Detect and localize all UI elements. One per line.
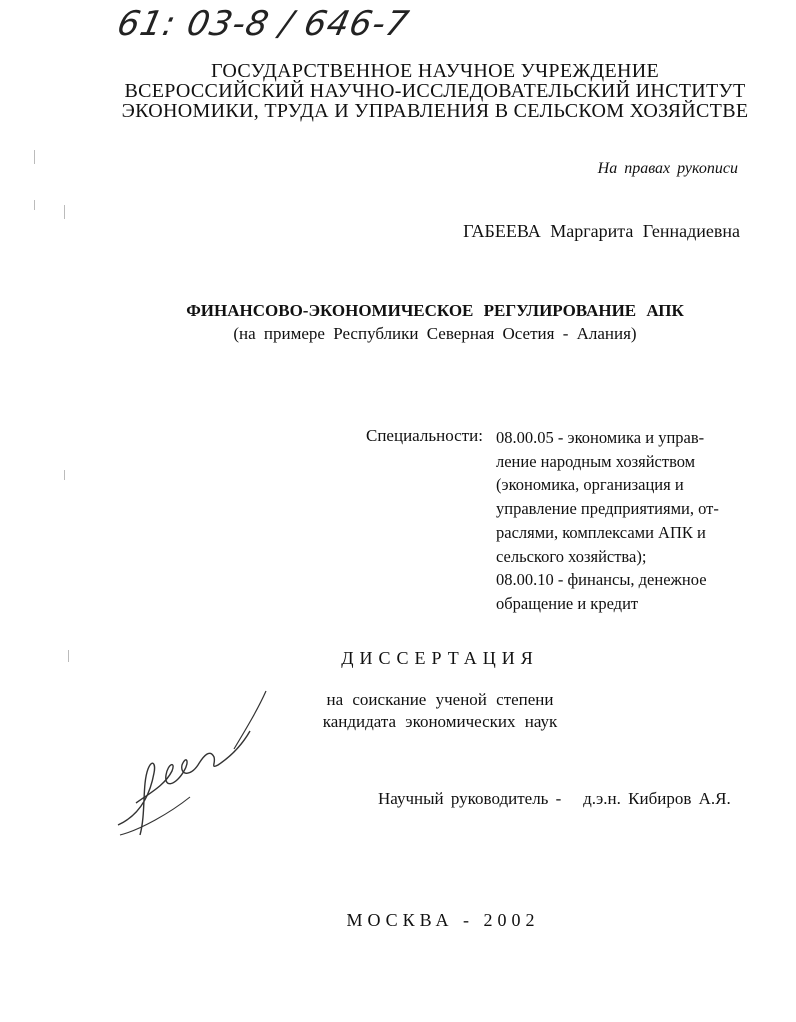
signature-image bbox=[110, 685, 280, 855]
specialties-list bbox=[496, 426, 741, 616]
scan-mark bbox=[34, 200, 35, 210]
specialties-label: Специальности: bbox=[366, 426, 483, 445]
specialty-line: раслями, комплексами АПК и bbox=[496, 522, 706, 542]
specialty-line: (экономика, организация и bbox=[496, 475, 684, 495]
scan-mark bbox=[64, 470, 65, 480]
supervisor-line bbox=[378, 789, 731, 809]
author-name: ГАБЕЕВА Маргарита Геннадиевна bbox=[463, 221, 740, 241]
specialty-line: 08.00.10 - финансы, денежное bbox=[496, 570, 707, 590]
supervisor-name: д.э.н. Кибиров А.Я. bbox=[583, 789, 731, 808]
specialty-line: 08.00.05 - экономика и управ- bbox=[496, 428, 705, 447]
specialty-line: сельского хозяйства); bbox=[496, 546, 647, 566]
city-year: МОСКВА - 2002 bbox=[346, 910, 540, 930]
supervisor-label: Научный руководитель - bbox=[378, 789, 562, 808]
scan-mark bbox=[64, 205, 65, 219]
degree-line-1: на соискание ученой степени bbox=[326, 690, 554, 709]
specialty-line: ление народным хозяйством bbox=[496, 451, 696, 471]
manuscript-note: На правах рукописи bbox=[597, 160, 738, 177]
degree-line-2: кандидата экономических наук bbox=[322, 712, 558, 731]
institution-line-3: ЭКОНОМИКИ, ТРУДА И УПРАВЛЕНИЯ В СЕЛЬСКОМ ХОЗЯЙСТВЕ bbox=[121, 100, 749, 122]
document-type: ДИССЕРТАЦИЯ bbox=[341, 648, 539, 668]
scan-mark bbox=[34, 150, 35, 164]
catalog-number-handwritten: 61: 03-8 / 646-7 bbox=[113, 4, 413, 44]
scan-mark bbox=[68, 650, 69, 662]
dissertation-subtitle: (на примере Республики Северная Осетия - Алания) bbox=[233, 324, 637, 343]
institution-line-1: ГОСУДАРСТВЕННОЕ НАУЧНОЕ УЧРЕЖДЕНИЕ bbox=[210, 60, 660, 82]
institution-line-2: ВСЕРОССИЙСКИЙ НАУЧНО-ИССЛЕДОВАТЕЛЬСКИЙ ИНСТИТУТ bbox=[124, 80, 746, 102]
dissertation-title: ФИНАНСОВО-ЭКОНОМИЧЕСКОЕ РЕГУЛИРОВАНИЕ АПК bbox=[186, 301, 684, 320]
specialty-line: обращение и кредит bbox=[496, 593, 639, 613]
specialty-line: управление предприятиями, от- bbox=[496, 499, 719, 519]
